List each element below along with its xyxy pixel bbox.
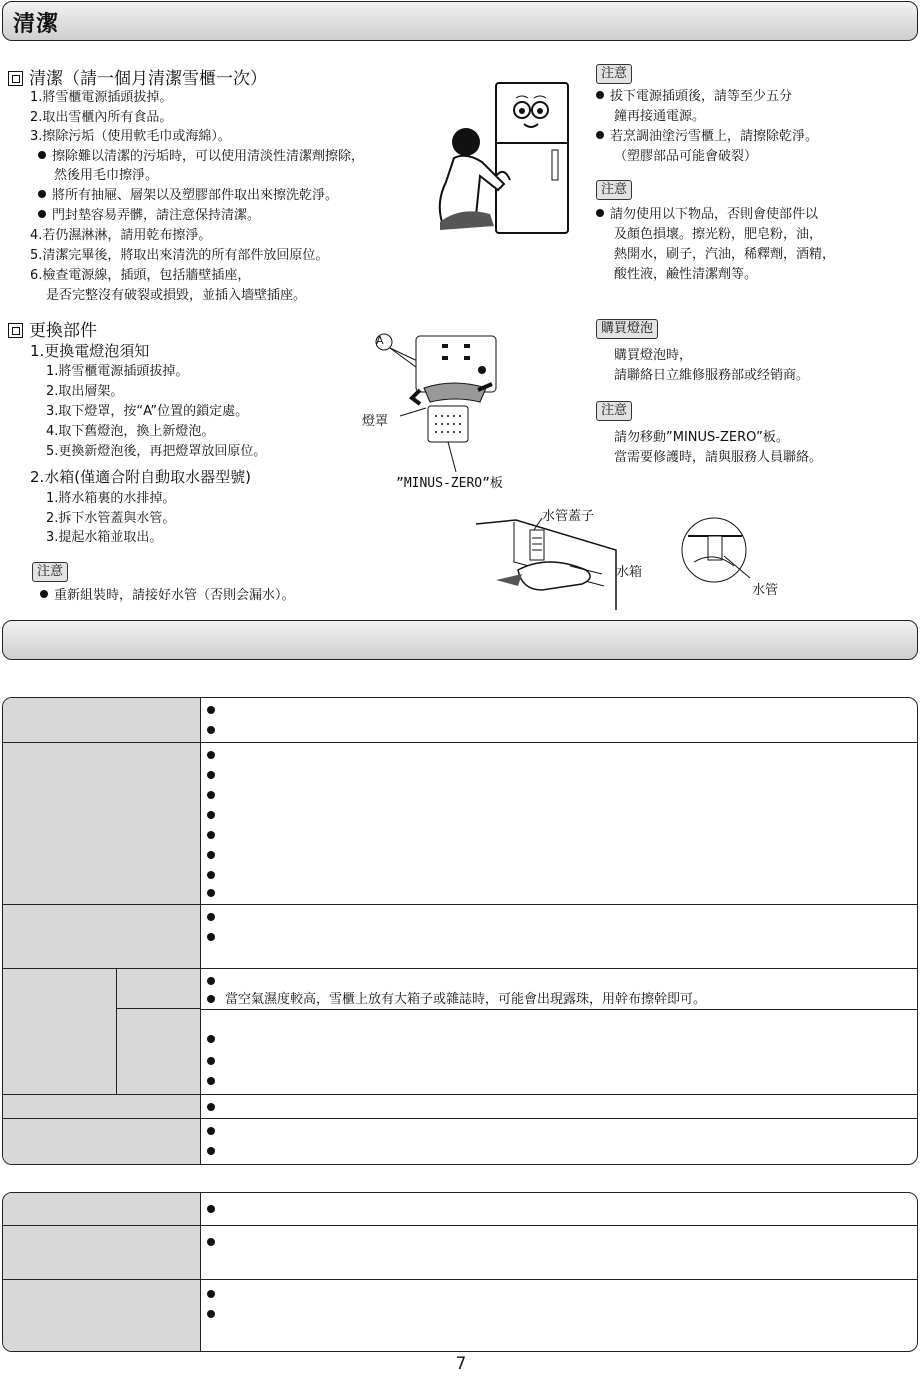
label-tank: 水箱 xyxy=(616,565,643,580)
note-tag: 注意 xyxy=(596,401,632,421)
bullet-icon xyxy=(207,811,215,819)
reassembly-note: 重新組裝時，請接好水管（否則会漏水）。 xyxy=(40,586,295,606)
bullet-icon xyxy=(207,851,215,859)
note-item-cont: 鐘再接通電源。 xyxy=(614,109,706,124)
cleaning-step: 2.取出雪櫃內所有食品。 xyxy=(30,110,173,125)
bullet-icon xyxy=(596,91,604,99)
section-title-bar xyxy=(2,1,918,41)
label-lamp-cover: 燈罩 xyxy=(362,414,389,429)
bullet-icon xyxy=(207,831,215,839)
lamp-step: 5.更換新燈泡後，再把燈罩放回原位。 xyxy=(46,444,267,459)
bullet-icon xyxy=(38,190,46,198)
label-minus-zero: ”MINUS-ZERO”板 xyxy=(396,476,503,491)
lamp-step: 2.取出層架。 xyxy=(46,384,124,399)
note-item-cont: 熱開水，刷子，汽油，稀釋劑，酒精， xyxy=(614,247,836,262)
cleaning-step: 4.若仍濕淋淋，請用乾布擦淨。 xyxy=(30,228,212,243)
bullet-icon xyxy=(207,1057,215,1065)
bullet-icon xyxy=(207,977,215,985)
troubleshoot-table-2 xyxy=(2,1192,918,1352)
bullet-icon xyxy=(207,995,215,1003)
section-title: 清潔 xyxy=(13,12,60,37)
lamp-illustration xyxy=(370,330,530,475)
note-text: 請聯絡日立維修服務部或经销商。 xyxy=(614,368,810,383)
troubleshoot-title-bar xyxy=(2,620,918,660)
row-label-cell xyxy=(3,1226,201,1279)
bullet-icon xyxy=(596,131,604,139)
tank-step: 3.提起水箱並取出。 xyxy=(46,530,163,545)
note-item: 請勿使用以下物品，否則會使部件以 xyxy=(596,205,818,225)
note-text: 當需要修護時，請與服務人員聯絡。 xyxy=(614,450,823,465)
row-label-cell xyxy=(3,1193,201,1225)
table-row xyxy=(3,742,917,904)
note-item-cont: 及顏色損壞。擦光粉，肥皂粉，油， xyxy=(614,227,823,242)
cleaning-bullet: 擦除難以清潔的污垢時，可以使用清淡性清潔劑擦除， xyxy=(38,147,364,167)
note-item: 拔下電源插頭後，請等至少五分 xyxy=(596,87,792,107)
bullet-icon xyxy=(207,1205,215,1213)
cleaning-step: 1.將雪櫃電源插頭拔掉。 xyxy=(30,90,173,105)
cleaning-heading: 清潔（請一個月清潔雪櫃一次） xyxy=(8,64,267,89)
note-item: 若烹調油塗污雪櫃上，請擦除乾淨。 xyxy=(596,127,818,147)
table-row xyxy=(3,1279,917,1352)
note-tag: 注意 xyxy=(32,562,68,582)
cleaning-step: 5.清潔完畢後，將取出來清洗的所有部件放回原位。 xyxy=(30,248,329,263)
bullet-icon xyxy=(38,210,46,218)
bullet-icon xyxy=(207,871,215,879)
replace-heading: 更換部件 xyxy=(8,316,97,341)
humidity-text: 當空氣濕度較高，雪櫃上放有大箱子或雜誌時，可能會出現露珠，用幹布擦幹即可。 xyxy=(225,992,707,1007)
lamp-step: 4.取下舊燈泡，換上新燈泡。 xyxy=(46,424,215,439)
table-row xyxy=(3,698,917,742)
note-text: 請勿移動”MINUS-ZERO”板。 xyxy=(614,430,789,445)
cleaning-bullet: 門封墊容易弄髒，請注意保持清潔。 xyxy=(38,206,260,226)
bullet-icon xyxy=(207,1127,215,1135)
tank-heading: 2.水箱(僅適合附自動取水器型號) xyxy=(30,468,252,486)
row-sublabel-cell xyxy=(117,969,201,1009)
label-pipe-cover: 水管蓋子 xyxy=(542,509,595,524)
bullet-icon xyxy=(207,791,215,799)
bullet-icon xyxy=(207,889,215,897)
troubleshoot-table xyxy=(2,697,918,1165)
cleaning-bullet-cont: 然後用毛巾擦淨。 xyxy=(54,168,159,183)
square-bullet-icon xyxy=(8,71,23,86)
lamp-step: 1.將雪櫃電源插頭拔掉。 xyxy=(46,364,189,379)
table-row xyxy=(3,904,917,968)
bullet-icon xyxy=(40,590,48,598)
bullet-icon xyxy=(207,1147,215,1155)
table-row xyxy=(3,1094,917,1118)
note-item-cont: 酸性液，鹼性清潔劑等。 xyxy=(614,267,758,282)
bullet-icon xyxy=(207,1238,215,1246)
row-sublabel-cell xyxy=(117,1009,201,1094)
bullet-icon xyxy=(207,771,215,779)
cleaning-step: 3.擦除污垢（使用軟毛巾或海綿）。 xyxy=(30,129,231,144)
square-bullet-icon xyxy=(8,323,23,338)
bullet-icon xyxy=(207,726,215,734)
bullet-icon xyxy=(596,209,604,217)
row-label-cell xyxy=(3,969,117,1094)
row-label-cell xyxy=(3,905,201,968)
row-label-cell xyxy=(3,1119,201,1165)
pipe-illustration xyxy=(678,516,758,586)
cleaning-step: 6.檢查電源線，插頭，包括牆壁插座， xyxy=(30,268,251,283)
row-label-cell xyxy=(3,1280,201,1352)
table-row xyxy=(3,1225,917,1279)
note-text: 購買燈泡時， xyxy=(614,348,693,363)
bullet-icon xyxy=(38,151,46,159)
bullet-icon xyxy=(207,706,215,714)
note-tag: 購買燈泡 xyxy=(596,319,658,339)
note-item-cont: （塑膠部品可能會破裂） xyxy=(614,149,758,164)
cleaning-bullet: 將所有抽屜、層架以及塑膠部件取出來擦洗乾淨。 xyxy=(38,186,338,206)
table-row xyxy=(3,968,917,1094)
bullet-icon xyxy=(207,1035,215,1043)
bullet-icon xyxy=(207,1310,215,1318)
bullet-icon xyxy=(207,1290,215,1298)
tank-step: 1.將水箱裏的水排掉。 xyxy=(46,491,176,506)
note-tag: 注意 xyxy=(596,64,632,84)
row-label-cell xyxy=(3,698,201,742)
row-label-cell xyxy=(3,743,201,904)
cleaning-step-cont: 是否完整沒有破裂或損毀，並插入墻壁插座。 xyxy=(46,288,307,303)
table-row xyxy=(3,1193,917,1225)
bullet-icon xyxy=(207,751,215,759)
lamp-step: 3.取下燈罩，按“A”位置的鎖定處。 xyxy=(46,404,249,419)
table-row xyxy=(3,1118,917,1165)
label-pipe: 水管 xyxy=(752,583,779,598)
label-a: A xyxy=(376,334,384,347)
bullet-icon xyxy=(207,913,215,921)
lamp-heading: 1.更換電燈泡須知 xyxy=(30,342,150,360)
page-number: 7 xyxy=(455,1354,467,1374)
bullet-icon xyxy=(207,1103,215,1111)
bullet-icon xyxy=(207,1077,215,1085)
bullet-icon xyxy=(207,933,215,941)
row-label-cell xyxy=(3,1095,201,1118)
row-divider xyxy=(201,1009,917,1010)
note-tag: 注意 xyxy=(596,180,632,200)
tank-step: 2.拆下水管蓋與水管。 xyxy=(46,511,176,526)
cleaning-illustration xyxy=(436,80,586,235)
